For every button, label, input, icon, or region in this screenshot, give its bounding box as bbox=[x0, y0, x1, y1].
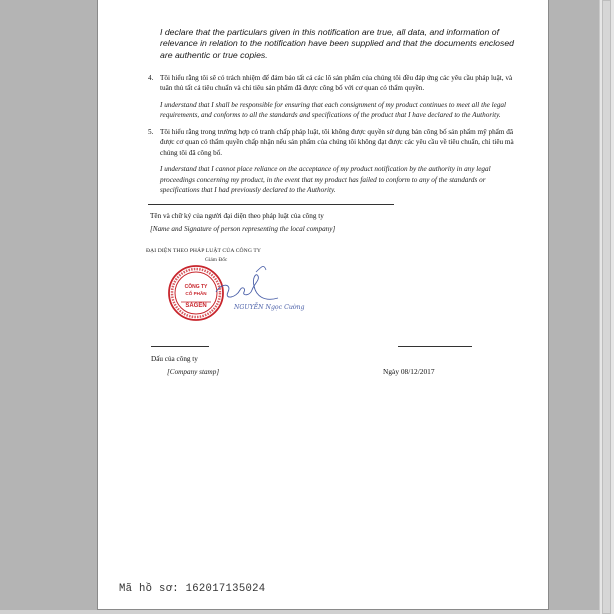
declaration-item-4 bbox=[148, 73, 518, 121]
item-text-vn: Tôi hiểu rằng trong trường hợp có tranh chấp pháp luật, tôi không được quyền sử dụng bản công bố sản phẩm mỹ phẩm đã được cơ quan có thẩm quyền chấp nhận nếu sản phẩm của chúng tôi không đạt được các yêu cầu về tiêu chuẩn, chỉ tiêu mà chúng tôi đã công bố. bbox=[160, 128, 514, 157]
declaration-item-5 bbox=[148, 127, 518, 195]
item-text-en: I understand that I cannot place reliance on the acceptance of my product notification by the authority in any legal proceedings concerning my product, in the event that my product has failed to conform to any of the standards or specifications that I had previously declared to the Authority. bbox=[160, 165, 491, 195]
stamp-type-text: CỔ PHẦN bbox=[185, 291, 207, 296]
signer-name: NGUYỄN Ngọc Cường bbox=[234, 304, 305, 311]
stamp-label-en: [Company stamp] bbox=[167, 368, 220, 376]
item-number: 4. bbox=[148, 74, 154, 82]
signature-line bbox=[148, 204, 394, 205]
stamp-label-vn: Dấu của công ty bbox=[151, 355, 198, 363]
declaration-text: I declare that the particulars given in this notification are true, all data, and information of relevance in relation to the notification have been supplied and that the documents enclosed are authentic or true copies. bbox=[160, 27, 515, 60]
stamp-brand-text: SAGEN bbox=[185, 303, 207, 309]
vertical-scrollbar[interactable] bbox=[599, 0, 614, 614]
representative-role: Giám Đốc bbox=[205, 257, 228, 263]
handwritten-signature bbox=[212, 262, 305, 312]
item-text-en: I understand that I shall be responsible for ensuring that each consignment of my product continues to meet all the legal requirements, and conforms to all the standards and specifications of the product that I have declared to the Authority. bbox=[160, 100, 507, 120]
scrollbar-thumb[interactable] bbox=[602, 0, 611, 614]
item-text-vn: Tôi hiểu rằng tôi sẽ có trách nhiệm để đảm bảo tất cả các lô sản phẩm của chúng tôi đều đáp ứng các yêu cầu pháp luật, và tuân thủ tất cả tiêu chuẩn và chỉ tiêu sản phẩm đã được công bố với cơ quan có thẩm quyền. bbox=[160, 74, 513, 93]
document-date: Ngày 08/12/2017 bbox=[383, 367, 435, 376]
horizontal-scrollbar[interactable] bbox=[0, 610, 600, 614]
signature-label-vn: Tên và chữ ký của người đại diện theo pháp luật của công ty bbox=[150, 212, 324, 220]
stamp-line bbox=[151, 346, 209, 347]
stamp-company-text: CÔNG TY bbox=[184, 284, 208, 290]
representative-title: ĐẠI DIỆN THEO PHÁP LUẬT CỦA CÔNG TY bbox=[146, 248, 262, 254]
item-number: 5. bbox=[148, 128, 154, 136]
date-line bbox=[398, 346, 472, 347]
dossier-number: Mã hồ sơ: 162017135024 bbox=[119, 583, 266, 595]
signature-label-en: [Name and Signature of person representing the local company] bbox=[150, 225, 336, 233]
